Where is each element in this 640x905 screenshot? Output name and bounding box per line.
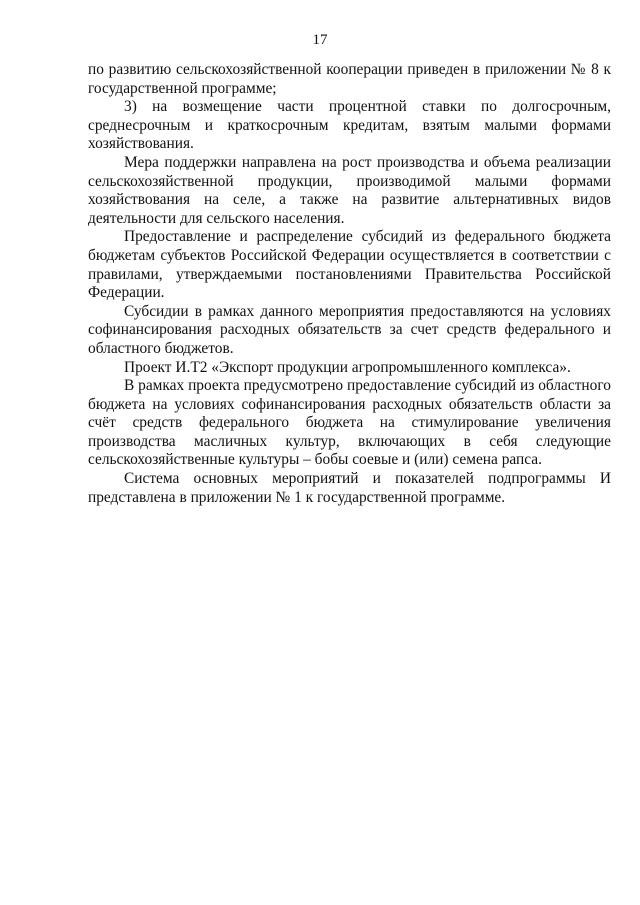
paragraph-project-description: В рамках проекта предусмотрено предоставление субсидий из областного бюджета на условиях софинансирования расходных обязательств области за счёт средств федерального бюджета на стимулирование увеличения производства масличных культур, включающих в себя следующие сельскохозяйственные культуры – бобы соевые и (или) семена рапса. bbox=[88, 377, 611, 469]
page-number: 17 bbox=[312, 32, 328, 48]
paragraph-support-measure: Мера поддержки направлена на рост производства и объема реализации сельскохозяйственной продукции, производимой малыми формами хозяйствования на селе, а также на развитие альтернативных видов деятельности для сельского населения. bbox=[88, 153, 611, 227]
paragraph-subsidy-distribution: Предоставление и распределение субсидий из федерального бюджета бюджетам субъектов Российской Федерации осуществляется в соответствии с правилами, утверждаемыми постановлениями Правительства Российской Федерации. bbox=[88, 228, 611, 302]
paragraph-item-3: 3) на возмещение части процентной ставки по долгосрочным, среднесрочным и краткосрочным кредитам, взятым малыми формами хозяйствования. bbox=[88, 98, 611, 153]
paragraph-project-title: Проект И.Т2 «Экспорт продукции агропромышленного комплекса». bbox=[124, 358, 571, 376]
paragraph-subsidy-conditions: Субсидии в рамках данного мероприятия предоставляются на условиях софинансирования расходных обязательств за счет средств федерального и областного бюджетов. bbox=[88, 302, 611, 357]
paragraph-continuation: по развитию сельскохозяйственной кооперации приведен в приложении № 8 к государственной программе; bbox=[88, 61, 611, 97]
document-body bbox=[88, 61, 611, 507]
paragraph-system-reference: Система основных мероприятий и показателей подпрограммы И представлена в приложении № 1 к государственной программе. bbox=[88, 470, 611, 506]
